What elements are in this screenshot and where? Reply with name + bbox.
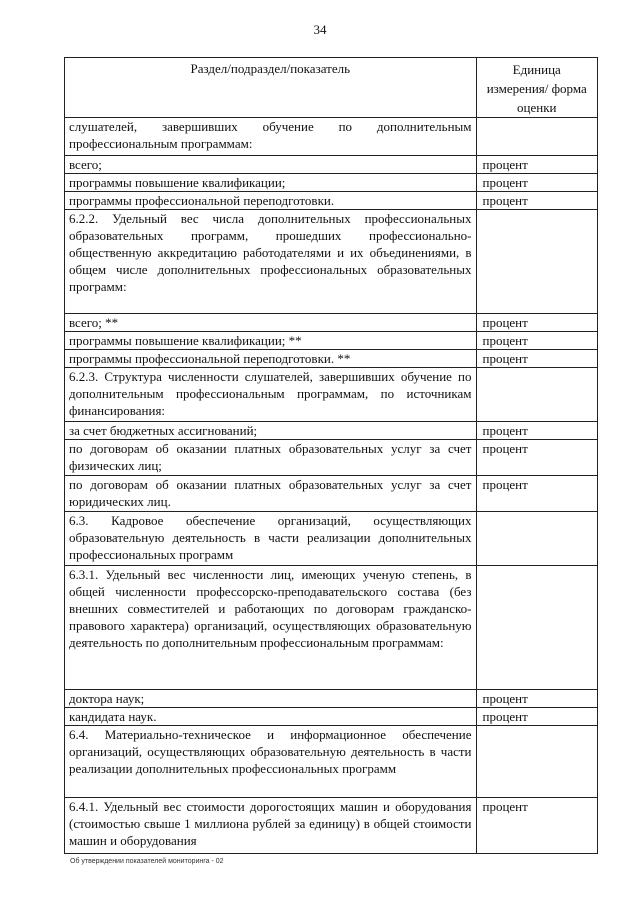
row-unit [476, 566, 597, 690]
header-unit-of-measure: Единица измерения/ форма оценки [476, 58, 597, 118]
table-row [65, 156, 597, 174]
row-indicator-text: 6.3. Кадровое обеспечение организаций, осуществляющих образовательную деятельность в части реализации дополнительных профессиональных программ [65, 512, 476, 566]
row-indicator-text: 6.2.2. Удельный вес числа дополнительных профессиональных образовательных программ, прошедших профессионально-общественную аккредитацию работодателями и их объединениями, в общем числе дополнительных профессиональных образовательных программ: [65, 210, 476, 314]
table-row [65, 210, 597, 314]
row-indicator-text: 6.2.3. Структура численности слушателей, завершивших обучение по дополнительным профессиональным программам, по источникам финансирования: [65, 368, 476, 422]
table-row [65, 350, 597, 368]
indicators-table-wrap [64, 57, 598, 854]
row-indicator-text: за счет бюджетных ассигнований; [65, 422, 476, 440]
row-indicator-text: кандидата наук. [65, 708, 476, 726]
row-unit [476, 512, 597, 566]
row-unit: процент [476, 192, 597, 210]
row-unit: процент [476, 314, 597, 332]
row-unit: процент [476, 156, 597, 174]
table-row [65, 798, 597, 854]
row-indicator-text: всего; [65, 156, 476, 174]
row-unit: процент [476, 476, 597, 512]
row-unit [476, 726, 597, 798]
table-row [65, 368, 597, 422]
document-footer: Об утверждении показателей мониторинга - 02 [70, 858, 224, 865]
row-unit: процент [476, 708, 597, 726]
table-row [65, 332, 597, 350]
table-row [65, 192, 597, 210]
row-indicator-text: 6.3.1. Удельный вес численности лиц, имеющих ученую степень, в общей численности профессорско-преподавательского состава (без внешних совместителей и работающих по договорам гражданско-правового характера) организаций, осуществляющих образовательную деятельность по дополнительным профессиональным программам: [65, 566, 476, 690]
row-indicator-text: программы повышение квалификации; ** [65, 332, 476, 350]
header-section-indicator: Раздел/подраздел/показатель [65, 58, 476, 118]
row-unit: процент [476, 422, 597, 440]
table-row [65, 422, 597, 440]
row-unit: процент [476, 174, 597, 192]
table-row [65, 476, 597, 512]
row-indicator-text: слушателей, завершивших обучение по дополнительным профессиональным программам: [65, 118, 476, 156]
row-indicator-text: программы профессиональной переподготовки. [65, 192, 476, 210]
row-indicator-text: по договорам об оказании платных образовательных услуг за счет юридических лиц. [65, 476, 476, 512]
page-number: 34 [313, 22, 327, 37]
table-row [65, 726, 597, 798]
indicators-table [65, 58, 597, 854]
row-unit: процент [476, 440, 597, 476]
row-indicator-text: доктора наук; [65, 690, 476, 708]
row-indicator-text: 6.4.1. Удельный вес стоимости дорогостоящих машин и оборудования (стоимостью свыше 1 миллиона рублей за единицу) в общей стоимости машин и оборудования [65, 798, 476, 854]
row-indicator-text: 6.4. Материально-техническое и информационное обеспечение организаций, осуществляющих образовательную деятельность в части реализации дополнительных профессиональных программ [65, 726, 476, 798]
table-row [65, 708, 597, 726]
table-row [65, 314, 597, 332]
row-indicator-text: программы профессиональной переподготовки. ** [65, 350, 476, 368]
row-indicator-text: по договорам об оказании платных образовательных услуг за счет физических лиц; [65, 440, 476, 476]
row-unit: процент [476, 350, 597, 368]
row-indicator-text: всего; ** [65, 314, 476, 332]
row-unit: процент [476, 690, 597, 708]
row-unit [476, 368, 597, 422]
row-unit [476, 210, 597, 314]
table-row [65, 118, 597, 156]
table-row [65, 440, 597, 476]
row-unit: процент [476, 332, 597, 350]
row-indicator-text: программы повышение квалификации; [65, 174, 476, 192]
table-row [65, 512, 597, 566]
table-row [65, 690, 597, 708]
row-unit: процент [476, 798, 597, 854]
row-unit [476, 118, 597, 156]
table-header-row [65, 58, 597, 118]
table-row [65, 174, 597, 192]
table-row [65, 566, 597, 690]
